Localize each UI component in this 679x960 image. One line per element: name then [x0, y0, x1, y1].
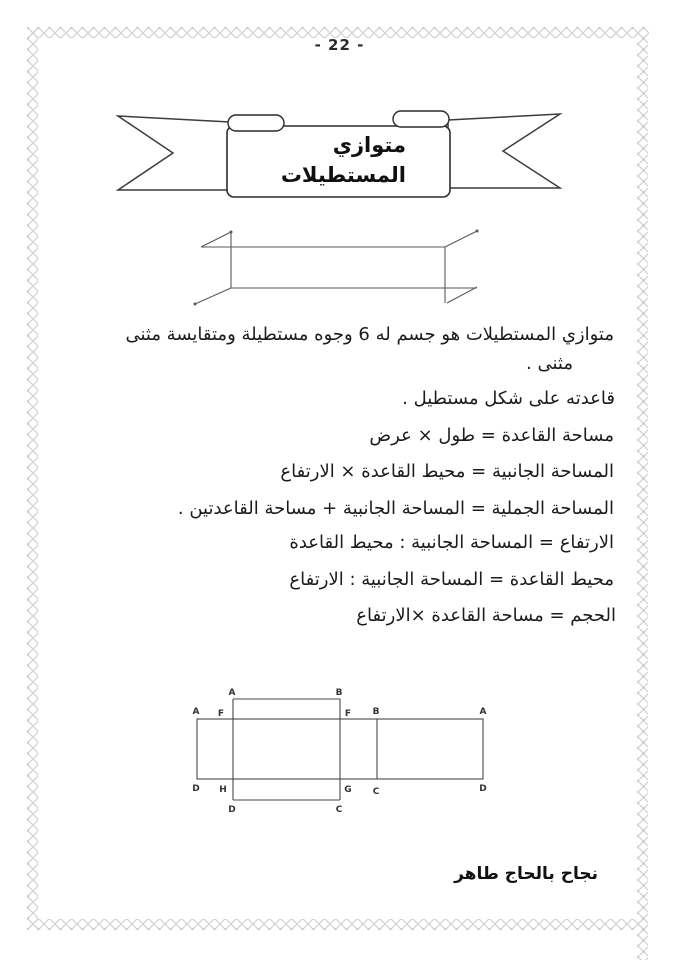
author-signature: نجاح بالحاج طاهر	[454, 864, 598, 884]
net-label: F	[217, 709, 225, 719]
net-label: A	[192, 707, 200, 717]
page-number: - 22 -	[314, 36, 365, 54]
net-label: C	[372, 787, 380, 797]
formula-base-area: مساحة القاعدة = طول × عرض	[369, 425, 614, 446]
border-bottom	[27, 919, 648, 930]
banner-title-line2: المستطيلات	[280, 163, 406, 187]
cuboid-depth-bottom-left	[195, 288, 231, 304]
banner-tail-left	[118, 116, 230, 190]
banner-curl-left	[228, 115, 284, 131]
net-label: A	[228, 688, 236, 698]
formula-volume: الحجم = مساحة القاعدة ×الارتفاع	[356, 605, 616, 626]
cuboid-wireframe	[194, 230, 479, 306]
cuboid-tip-dot	[230, 231, 233, 234]
net-label: C	[335, 805, 343, 815]
net-label: D	[228, 805, 236, 815]
net-label: H	[219, 785, 227, 795]
net-label: A	[479, 707, 487, 717]
border-right	[637, 27, 648, 960]
formula-base-perimeter: محيط القاعدة = المساحة الجانبية : الارتفاع	[289, 569, 614, 590]
net-label: G	[344, 785, 352, 795]
banner-title-line1: متوازي	[332, 133, 406, 157]
cuboid-depth-top-right	[445, 231, 477, 247]
banner-title	[227, 130, 450, 190]
banner-tail-right	[448, 114, 560, 188]
border-left	[27, 27, 38, 930]
net-label: D	[192, 784, 200, 794]
definition-line-2: مثنى .	[526, 353, 573, 374]
formula-total-area: المساحة الجملية = المساحة الجانبية + مساحة القاعدتين .	[177, 498, 614, 519]
cuboid-depth-bottom-right	[447, 287, 477, 303]
net-label: B	[372, 707, 380, 717]
cuboid-tip-dot	[194, 303, 197, 306]
net-diagram	[197, 699, 483, 800]
cuboid-tip-dot	[476, 230, 479, 233]
net-label: D	[479, 784, 487, 794]
formula-height: الارتفاع = المساحة الجانبية : محيط القاعدة	[289, 532, 614, 553]
net-label: F	[344, 709, 352, 719]
base-shape-line: قاعدته على شكل مستطيل .	[402, 388, 615, 409]
cuboid-depth-top-left	[201, 232, 231, 247]
banner-curl-right	[393, 111, 449, 127]
formula-lateral-area: المساحة الجانبية = محيط القاعدة × الارتفاع	[280, 461, 614, 482]
net-label: B	[335, 688, 343, 698]
definition-line-1: متوازي المستطيلات هو جسم له 6 وجوه مستطيلة ومتقايسة مثنى	[125, 324, 614, 345]
